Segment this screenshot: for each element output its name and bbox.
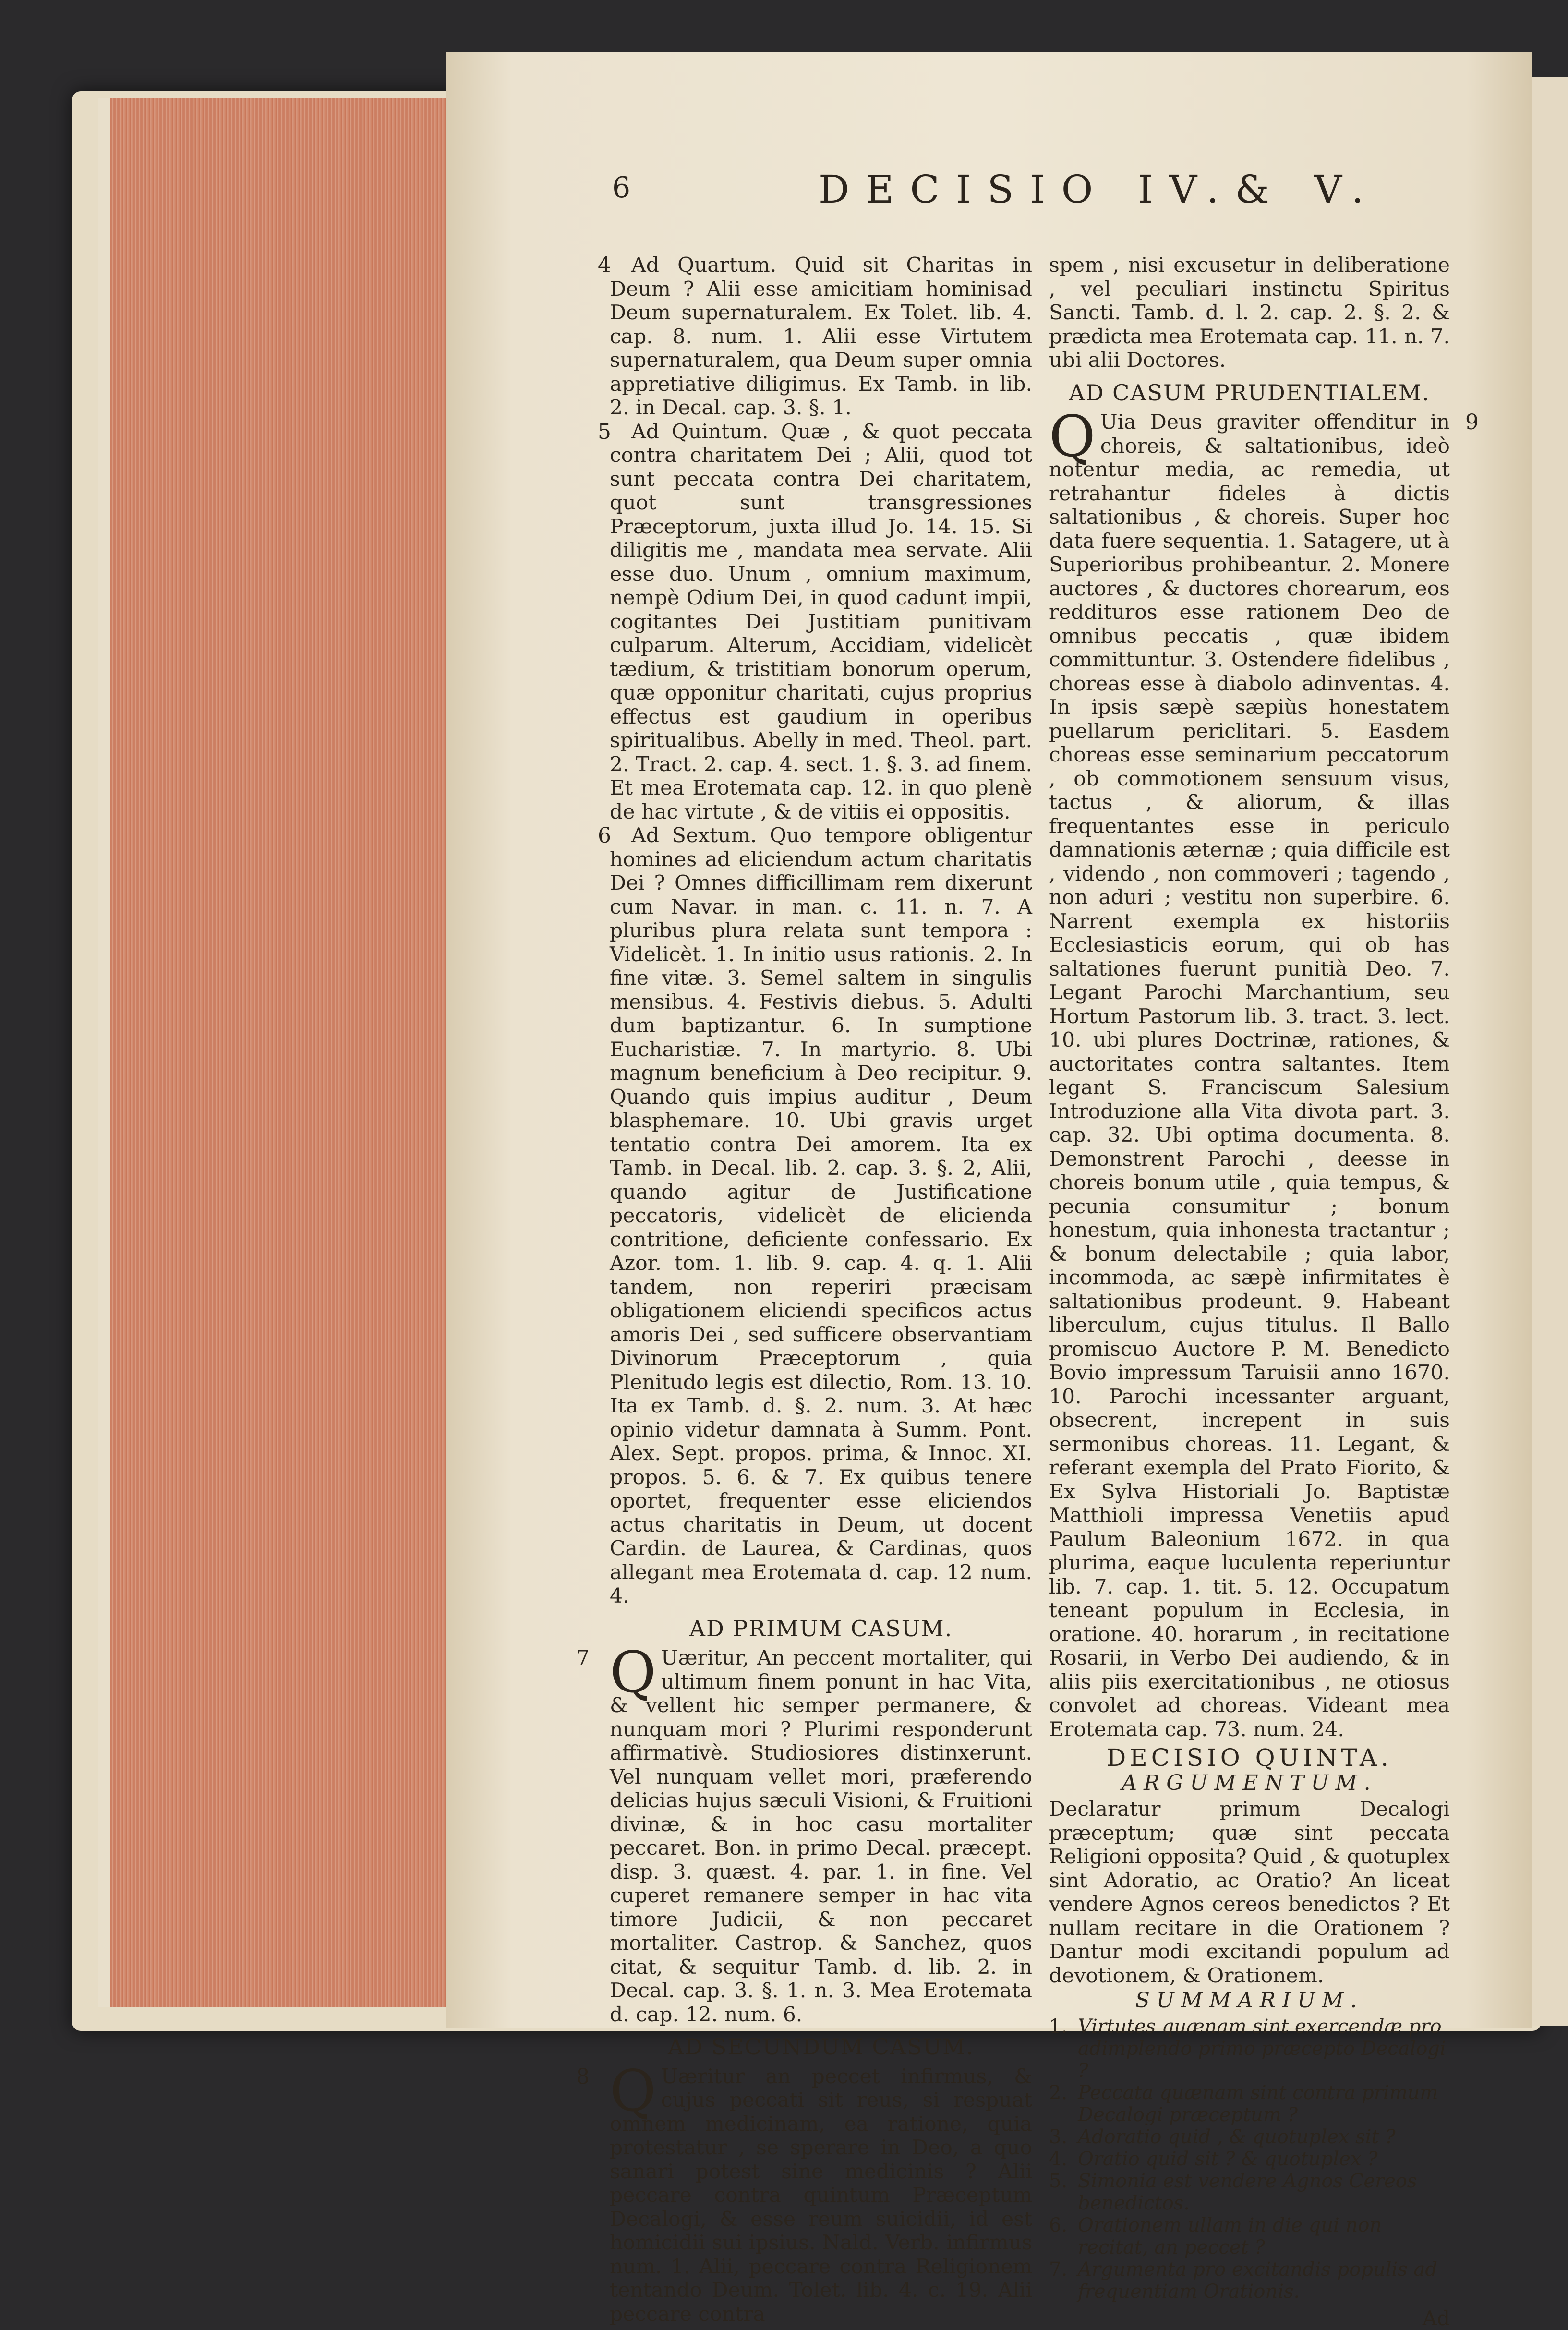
paragraph-quartum [610,254,1032,420]
item-text: Simonia est vendere Agnos Cereos benedictos. [1078,2170,1417,2214]
paragraph-text: Uia Deus graviter offenditur in choreis, & saltationibus, ideò notentur media, ac remedia, ut retrahantur fideles à dictis saltationibus , & choreis. Super hoc data fuere sequentia. 1. Satagere, ut à Superioribus prohibeantur. 2. Monere auctores , & ductores chorearum, eos reddituros esse rationem Deo de omnibus peccatis , quæ ibidem committuntur. 3. Ostendere fidelibus , choreas esse à diabolo adinventas. 4. In ipsis sæpè sæpiùs honestatem puellarum periclitari. 5. Easdem choreas esse seminarium peccatorum , ob commotionem sensuum visus, tactus , & aliorum, & illas frequentantes esse in periculo damnationis æternæ ; quia difficile est , videndo , non commoveri ; tagendo , non aduri ; vestitu non superbire. 6. Narrent exempla ex historiis Ecclesiasticis eorum, qui ob has saltationes fuerunt punitià Deo. 7. Legant Parochi Marchantium, seu Hortum Pastorum lib. 3. tract. 3. lect. 10. ubi plures Doctrinæ, rationes, & auctoritates contra saltantes. Item legant S. Franciscum Salesium Introduzione alla Vita divota part. 3. cap. 32. Ubi optima documenta. 8. Demonstrent Parochi , deesse in choreis bonum utile , quia tempus, & pecunia consumitur ; bonum honestum, quia inhonesta tractantur ; & bonum delectabile ; quia labor, incommoda, ac sæpè infirmitates è saltationibus prodeunt. 9. Habeant liberculum, cujus titulus. Il Ballo promiscuo Auctore P. M. Benedicto Bovio impressum Taruisii anno 1670. 10. Parochi incessanter arguant, obsecrent, increpent in suis sermonibus choreas. 11. Legant, & referant exempla del Prato Fiorito, & Ex Sylva Historiali Jo. Baptistæ Matthioli impressa Venetiis apud Paulum Baleonium 1672. in qua plurima, eaque luculenta reperiuntur lib. 7. cap. 1. tit. 5. 12. Occupatum teneant populum in Ecclesia, in oratione. 40. horarum , in recitatione Rosarii, in Verbo Dei audiendo, & in aliis piis exercitationibus , ne otiosus convolet ad choreas. Videant mea Erotemata cap. 73. num. 24. [1049,410,1450,1741]
item-text: Virtutes quænam sint exercendæ pro adimplendo primo præcepto Decalogi ? [1078,2016,1446,2082]
list-item [1049,2126,1450,2148]
right-column [1049,254,1450,2330]
paragraph-quintum [610,420,1032,824]
decisio-heading: DECISIO QUINTA. [1049,1746,1450,1770]
item-text: Oratio quid sit ? & quotuplex ? [1078,2148,1378,2170]
item-number: 5. [1049,2170,1067,2192]
item-text: Orationem ullam in die qui non recitat, an peccet ? [1078,2214,1382,2258]
margin-number: 8 [576,2065,590,2089]
section-heading: AD PRIMUM CASUM. [610,1617,1032,1641]
item-number: 2. [1049,2082,1067,2104]
margin-number: 6 [576,824,611,848]
list-item [1049,2214,1450,2258]
section-heading: AD SECUNDUM CASUM. [610,2035,1032,2059]
left-column [574,254,1032,2326]
item-text: Argumenta pro excitandis populis ad frequentiam Orationis. [1078,2258,1437,2303]
list-item [1049,2170,1450,2214]
argumentum-title: ARGUMENTUM. [1049,1771,1450,1795]
margin-number: 4 [576,254,611,278]
book-page [446,52,1532,2028]
facing-page [1532,77,1568,2026]
item-number: 1. [1049,2016,1067,2038]
margin-number: 5 [576,420,611,444]
paragraph-text: Uæritur, An peccent mortaliter, qui ultimum finem ponunt in hac Vita, & vellent hic semper permanere, & nunquam mori ? Plurimi responderunt affirmativè. Studiosiores distinxerunt. Vel nunquam vellet mori, præferendo delicias hujus sæculi Visioni, & Fruitioni divinæ, & in hoc casu mortaliter peccaret. Bon. in primo Decal. præcept. disp. 3. quæst. 4. par. 1. in fine. Vel cuperet remanere semper in hac vita timore Judicii, & non peccaret mortaliter. Castrop. & Sanchez, quos citat, & sequitur Tamb. d. lib. 2. in Decal. cap. 3. §. 1. n. 3. Mea Erotemata d. cap. 12. num. 6. [610,1646,1032,2027]
page-edges [98,98,458,2007]
item-number: 3. [1049,2126,1067,2148]
item-number: 4. [1049,2148,1067,2170]
argumentum-text: Declaratur primum Decalogi præceptum; quæ sint peccata Religioni opposita? Quid , & quotuplex sint Adoratio, ac Oratio? An liceat vendere Agnos cereos benedictos ? Et nullam recitare in die Orationem ? Dantur modi excitandi populum ad devotionem, & Orationem. [1049,1798,1450,1988]
margin-number: 7 [576,1646,590,1670]
paragraph-text: Ad Quintum. Quæ , & quot peccata contra charitatem Dei ; Alii, quod tot sunt peccata contra Dei charitatem, quot sunt transgressiones Præceptorum, juxta illud Jo. 14. 15. Si diligitis me , mandata mea servate. Alii esse duo. Unum , omnium maximum, nempè Odium Dei, in quod cadunt impii, cogitantes Dei Justitiam punitivam culparum. Alterum, Accidiam, videlicèt tædium, & tristitiam bonorum operum, quæ opponitur charitati, cujus proprius effectus est gaudium in operibus spiritualibus. Abelly in med. Theol. part. 2. Tract. 2. cap. 4. sect. 1. §. 3. ad finem. Et mea Erotemata cap. 12. in quo plenè de hac virtute , & de vitiis ei oppositis. [610,420,1032,824]
running-head: DECISIO IV.& V. [819,167,1380,212]
catchword: Ad [1049,2306,1450,2330]
drop-cap: Q [610,1649,656,1695]
item-number: 7. [1049,2258,1067,2281]
list-item [1049,2082,1450,2126]
paragraph-prudentialem [1049,410,1450,1741]
paragraph-primum-casum [610,1646,1032,2027]
page-number: 6 [612,171,630,205]
list-item [1049,2258,1450,2303]
item-text: Adoratio quid , & quotuplex sit ? [1078,2126,1396,2148]
margin-number: 9 [1465,410,1479,435]
paragraph-text: Ad Quartum. Quid sit Charitas in Deum ? Alii esse amicitiam hominisad Deum supernaturalem. Ex Tolet. lib. 4. cap. 8. num. 1. Alii esse Virtutem supernaturalem, qua Deum super omnia appretiative diligimus. Ex Tamb. in lib. 2. in Decal. cap. 3. §. 1. [610,254,1032,420]
list-item [1049,2148,1450,2170]
item-number: 6. [1049,2214,1067,2236]
paragraph-text: Uæritur an peccet infirmus, & cujus peccati sit reus, si respuat omnem medicinam, ea ratione, quia protestatur , se sperare in Deo, a quo sanari potest sine medicinis ? Alii peccare contra quintum Præceptum Decalogi, & esse reum suicidii, id est homicidii sui ipsius. Nald. Verb. infirmus num. 1. Alii, peccare contra Religionem tentando Deum. Tolet. lib. 4. c. 19. Alii peccare contra [610,2065,1032,2326]
summarium-title: SUMMARIUM. [1049,1989,1450,2013]
drop-cap: Q [1049,413,1096,459]
paragraph-continued: spem , nisi excusetur in deliberatione , vel peculiari instinctu Spiritus Sancti. Tamb. d. l. 2. cap. 2. §. 2. & prædicta mea Erotemata cap. 11. n. 7. ubi alii Doctores. [1049,254,1450,373]
page-header [612,167,1510,225]
drop-cap: Q [610,2068,656,2114]
paragraph-text: Ad Sextum. Quo tempore obligentur homines ad eliciendum actum charitatis Dei ? Omnes difficillimam rem dixerunt cum Navar. in man. c. 11. n. 7. A pluribus plura relata sunt tempora : Videlicèt. 1. In initio usus rationis. 2. In fine vitæ. 3. Semel saltem in singulis mensibus. 4. Festivis diebus. 5. Adulti dum baptizantur. 6. In sumptione Eucharistiæ. 7. In martyrio. 8. Ubi magnum beneficium à Deo recipitur. 9. Quando quis impius auditur , Deum blasphemare. 10. Ubi gravis urget tentatio contra Dei amorem. Ita ex Tamb. in Decal. lib. 2. cap. 3. §. 2, Alii, quando agitur de Justificatione peccatoris, videlicèt de elicienda contritione, deficiente confessario. Ex Azor. tom. 1. lib. 9. cap. 4. q. 1. Alii tandem, non reperiri præcisam obligationem eliciendi specificos actus amoris Dei , sed sufficere observantiam Divinorum Præceptorum , quia Plenitudo legis est dilectio, Rom. 13. 10. Ita ex Tamb. d. §. 2. num. 3. At hæc opinio videtur damnata à Summ. Pont. Alex. Sept. propos. prima, & Innoc. XI. propos. 5. 6. & 7. Ex quibus tenere oportet, frequenter esse eliciendos actus charitatis in Deum, ut docent Cardin. de Laurea, & Cardinas, quos allegant mea Erotemata d. cap. 12 num. 4. [610,824,1032,1608]
list-item [1049,2016,1450,2082]
paragraph-secundum-casum [610,2065,1032,2327]
item-text: Peccata quænam sint contra primum Decalogi præceptum ? [1078,2082,1438,2126]
summarium-list [1049,2016,1450,2303]
paragraph-sextum [610,824,1032,1608]
section-heading: AD CASUM PRUDENTIALEM. [1049,381,1450,405]
